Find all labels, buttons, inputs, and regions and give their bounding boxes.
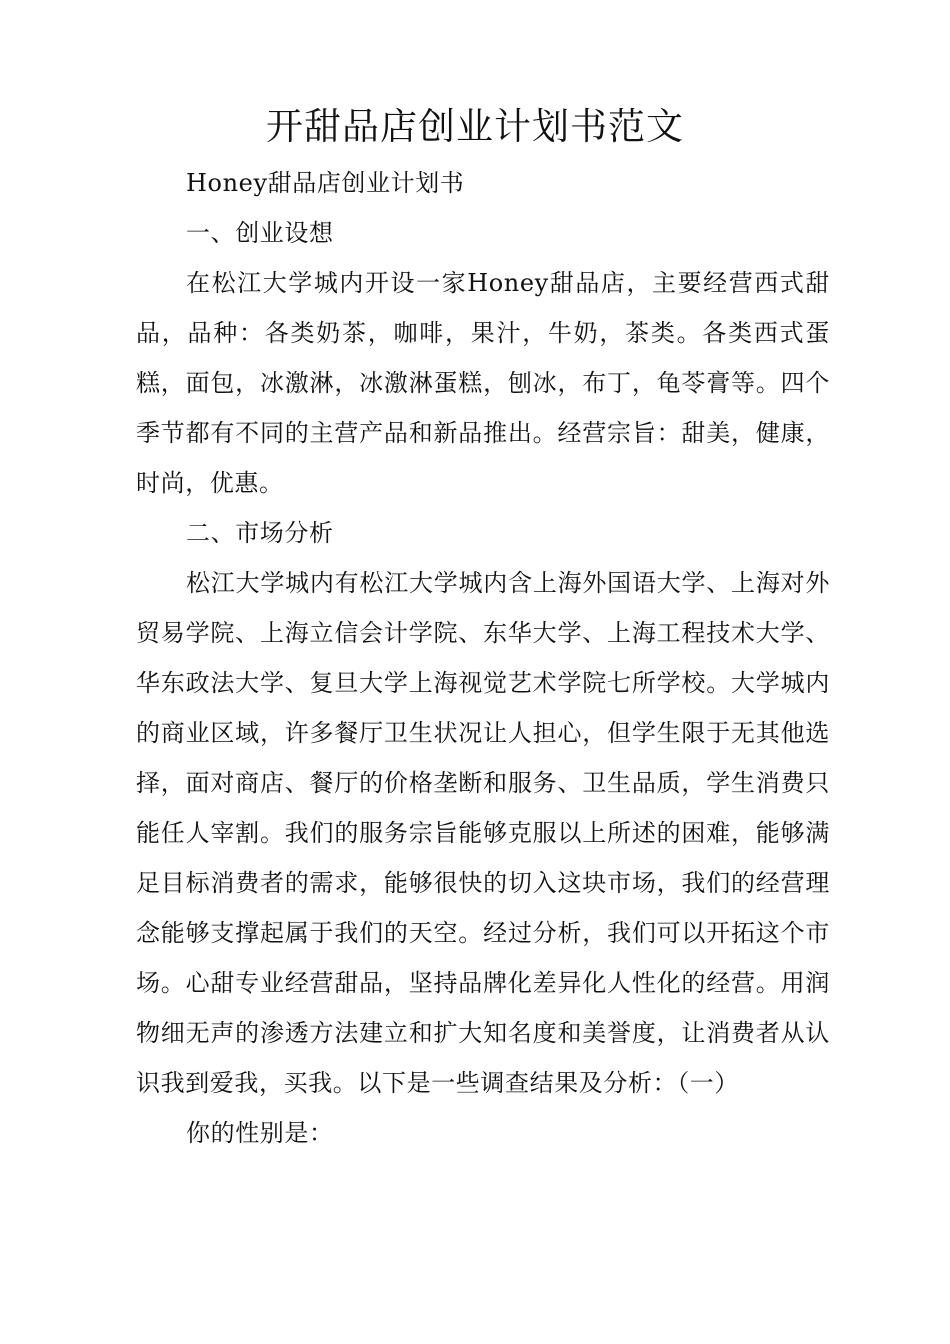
plan-subtitle: Honey甜品店创业计划书 [186,169,465,197]
section-heading-business-idea: 一、创业设想 [186,219,334,247]
paragraph-business-idea: 在松江大学城内开设一家Honey甜品店，主要经营西式甜品，品种：各类奶茶，咖啡，果汁，牛奶，茶类。各类西式蛋糕，面包，冰激淋，冰激淋蛋糕，刨冰，布丁，龟苓膏等。四个季节都有不同的主营产品和新品推出。经营宗旨：甜美，健康，时尚，优惠。 [136,269,830,497]
document-body [136,158,830,1158]
section-heading-market-analysis: 二、市场分析 [186,519,334,547]
document-title: 开甜品店创业计划书范文 [266,105,684,148]
survey-question-gender: 你的性别是： [186,1119,334,1147]
paragraph-market-analysis: 松江大学城内有松江大学城内含上海外国语大学、上海对外贸易学院、上海立信会计学院、东华大学、上海工程技术大学、华东政法大学、复旦大学上海视觉艺术学院七所学校。大学城内的商业区域，许多餐厅卫生状况让人担心，但学生限于无其他选择，面对商店、餐厅的价格垄断和服务、卫生品质，学生消费只能任人宰割。我们的服务宗旨能够克服以上所述的困难，能够满足目标消费者的需求，能够很快的切入这块市场，我们的经营理念能够支撑起属于我们的天空。经过分析，我们可以开拓这个市场。心甜专业经营甜品，坚持品牌化差异化人性化的经营。用润物细无声的渗透方法建立和扩大知名度和美誉度，让消费者从认识我到爱我，买我。以下是一些调查结果及分析：（一） [136,569,830,1097]
